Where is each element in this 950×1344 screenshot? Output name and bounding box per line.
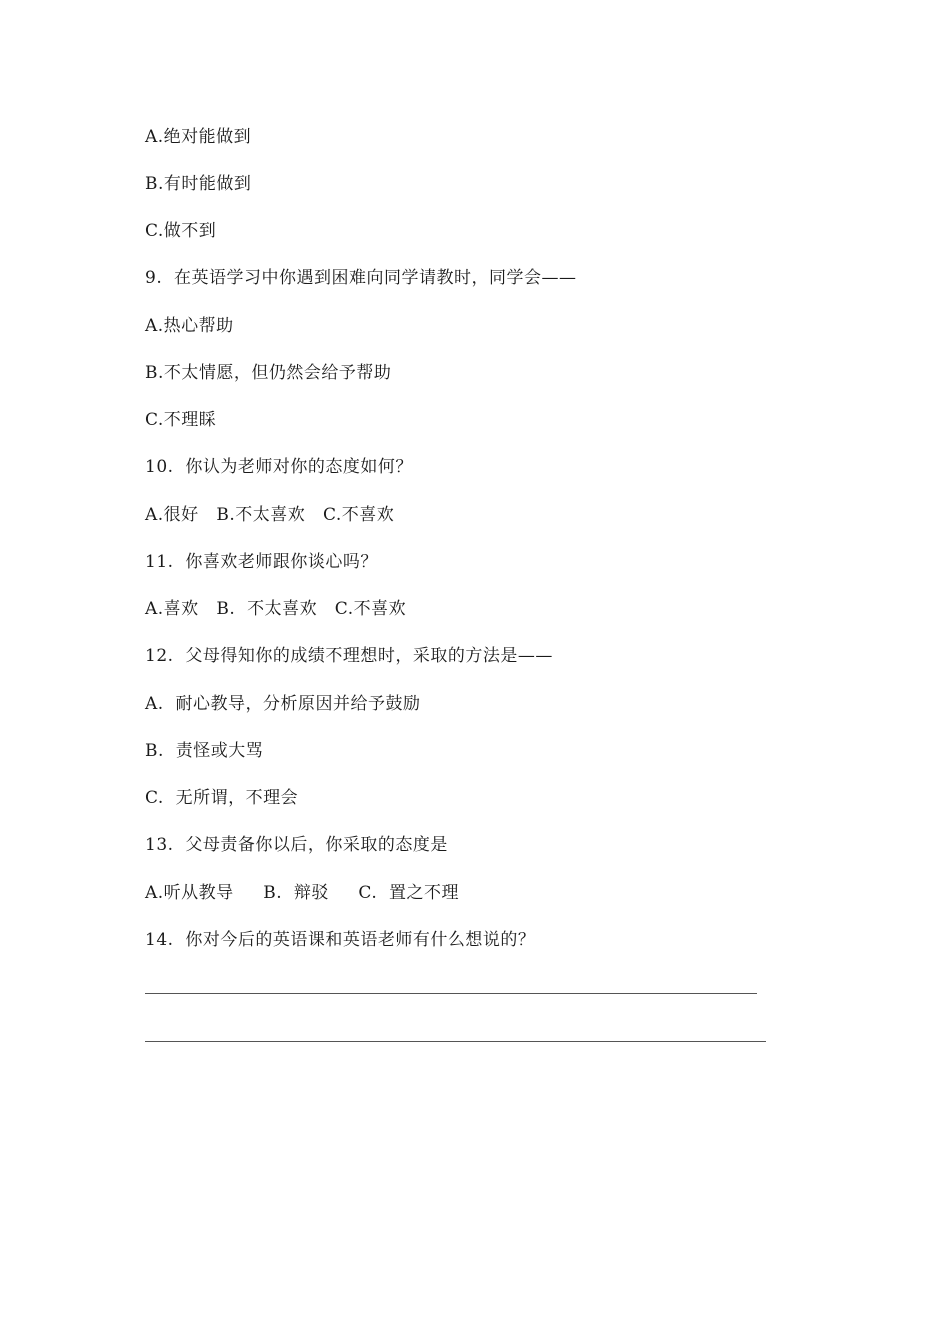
question-12: 12. 父母得知你的成绩不理想时，采取的方法是—— [145, 646, 553, 666]
question-10: 10. 你认为老师对你的态度如何？ [145, 457, 413, 477]
answer-line-1 [145, 993, 757, 994]
options-q10: A.很好 B.不太喜欢 C.不喜欢 [145, 505, 395, 525]
options-q11: A.喜欢 B. 不太喜欢 C.不喜欢 [145, 599, 407, 619]
option-q12-b: B. 责怪或大骂 [145, 741, 264, 761]
answer-line-2 [145, 1041, 766, 1042]
option-q9-a: A.热心帮助 [145, 316, 234, 336]
question-9: 9. 在英语学习中你遇到困难向同学请教时，同学会—— [145, 268, 577, 288]
option-q9-b: B.不太情愿，但仍然会给予帮助 [145, 363, 392, 383]
option-q8-a: A.绝对能做到 [145, 127, 252, 147]
question-11: 11. 你喜欢老师跟你谈心吗？ [145, 552, 378, 572]
option-q9-c: C.不理睬 [145, 410, 217, 430]
options-q13: A.听从教导 B. 辩驳 C. 置之不理 [145, 883, 460, 903]
option-q12-a: A. 耐心教导，分析原因并给予鼓励 [145, 694, 421, 714]
question-13: 13. 父母责备你以后，你采取的态度是 [145, 835, 448, 855]
question-14: 14. 你对今后的英语课和英语老师有什么想说的？ [145, 930, 536, 950]
option-q12-c: C. 无所谓，不理会 [145, 788, 299, 808]
option-q8-c: C.做不到 [145, 221, 217, 241]
option-q8-b: B.有时能做到 [145, 174, 252, 194]
